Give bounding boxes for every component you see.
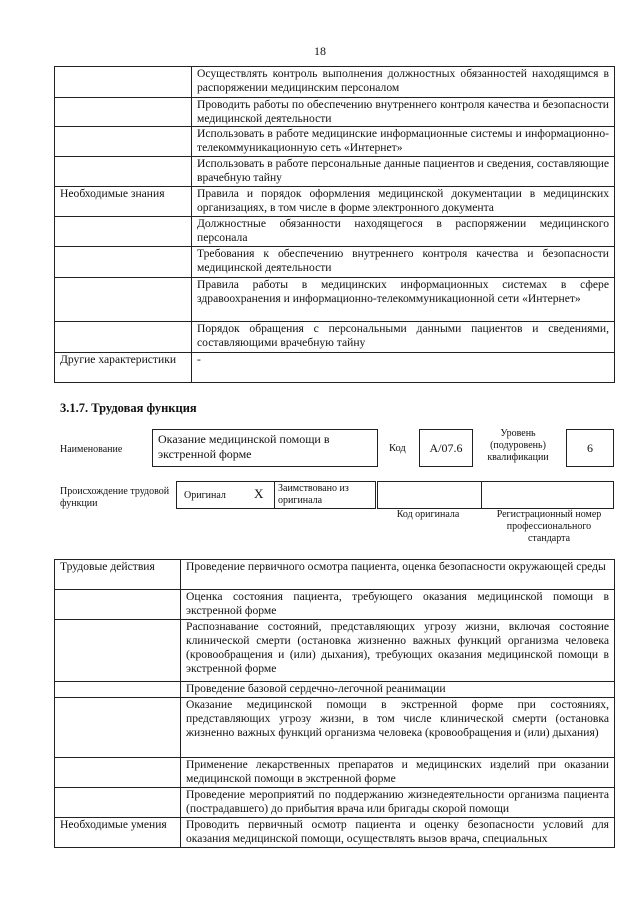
row-label: Трудовые действия	[55, 560, 181, 590]
row-text: Использовать в работе медицинские информационные системы и информационно-телекоммуникационную сеть «Интернет»	[192, 127, 615, 157]
table-row	[55, 590, 615, 620]
function-name-box: Оказание медицинской помощи в экстренной форме	[152, 429, 378, 467]
row-label: Другие характеристики	[55, 353, 192, 383]
row-text: Оказание медицинской помощи в экстренной форме при состояниях, представляющих угрозу жизни, в том числе клинической смерти (остановка жизненно важных функций организма человека (кровообращения и (или) дыхания)	[181, 698, 615, 758]
origin-code-frame	[377, 481, 614, 509]
level-value-box: 6	[566, 429, 614, 467]
table-row	[55, 67, 615, 98]
row-text: Распознавание состояний, представляющих угрозу жизни, включая состояние клинической смерти (остановка жизненно важных функций организма человека (кровообращения и (или) дыхания), требующих оказания медицинской помощи в экстренной форме	[181, 620, 615, 682]
table-row	[55, 187, 615, 217]
table-row	[55, 157, 615, 187]
row-text: Использовать в работе персональные данные пациентов и сведения, составляющие врачебную тайну	[192, 157, 615, 187]
row-text: Применение лекарственных препаратов и медицинских изделий при оказании медицинской помощи в экстренной форме	[181, 758, 615, 788]
table-row	[55, 698, 615, 758]
table-row	[55, 247, 615, 278]
name-label: Наименование	[60, 444, 123, 455]
labor-actions-table	[54, 559, 615, 848]
row-text: Оценка состояния пациента, требующего оказания медицинской помощи в экстренной форме	[181, 590, 615, 620]
row-text: Проведение первичного осмотра пациента, оценка безопасности окружающей среды	[181, 560, 615, 590]
table-row	[55, 217, 615, 247]
row-label	[55, 217, 192, 247]
table-row	[55, 682, 615, 698]
row-label	[55, 67, 192, 98]
row-label	[55, 98, 192, 127]
row-text: -	[192, 353, 615, 383]
table-row	[55, 98, 615, 127]
row-label	[55, 698, 181, 758]
code-value-box: А/07.6	[419, 429, 473, 467]
row-text: Осуществлять контроль выполнения должностных обязанностей находящимся в распоряжении медицинским персоналом	[192, 67, 615, 98]
page-number: 18	[314, 44, 326, 58]
row-label	[55, 590, 181, 620]
row-label	[55, 157, 192, 187]
row-label	[55, 758, 181, 788]
row-label: Необходимые знания	[55, 187, 192, 217]
original-label: Оригинал	[184, 490, 226, 501]
skills-knowledge-table	[54, 66, 615, 383]
row-label	[55, 278, 192, 322]
original-mark: X	[254, 486, 264, 501]
reg-caption: Регистрационный номер профессионального стандарта	[496, 509, 602, 544]
origin-label: Происхождение трудовой функции	[60, 486, 170, 509]
code-label: Код	[389, 443, 406, 454]
row-text: Правила и порядок оформления медицинской документации в медицинских организациях, в том числе в форме электронного документа	[192, 187, 615, 217]
borrowed-label: Заимствовано из оригинала	[278, 483, 349, 506]
level-label: Уровень (подуровень) квалификации	[487, 428, 549, 463]
row-label	[55, 682, 181, 698]
origin-code-divider	[481, 481, 482, 509]
row-text: Правила работы в медицинских информационных системах в сфере здравоохранения и информационно-телекоммуникационной сети «Интернет»	[192, 278, 615, 322]
table-row	[55, 278, 615, 322]
row-text: Проводить первичный осмотр пациента и оценку безопасности условий для оказания медицинской помощи, осуществлять вызов врача, специальных	[181, 818, 615, 848]
row-text: Порядок обращения с персональными данными пациентов и сведениями, составляющими врачебную тайну	[192, 322, 615, 353]
origin-divider	[274, 481, 275, 509]
table-row	[55, 620, 615, 682]
row-label	[55, 127, 192, 157]
table-row	[55, 788, 615, 818]
row-text: Требования к обеспечению внутреннего контроля качества и безопасности медицинской деятельности	[192, 247, 615, 278]
row-label	[55, 322, 192, 353]
table-row	[55, 818, 615, 848]
table-row	[55, 560, 615, 590]
row-text: Проводить работы по обеспечению внутреннего контроля качества и безопасности медицинской деятельности	[192, 98, 615, 127]
row-label	[55, 620, 181, 682]
table-row	[55, 127, 615, 157]
table-row	[55, 353, 615, 383]
table-row	[55, 758, 615, 788]
section-title: 3.1.7. Трудовая функция	[60, 401, 197, 415]
row-text: Проведение базовой сердечно-легочной реанимации	[181, 682, 615, 698]
row-text: Должностные обязанности находящегося в распоряжении медицинского персонала	[192, 217, 615, 247]
code-caption: Код оригинала	[396, 509, 460, 520]
row-text: Проведение мероприятий по поддержанию жизнедеятельности организма пациента (пострадавшего) до прибытия врача или бригады скорой помощи	[181, 788, 615, 818]
row-label: Необходимые умения	[55, 818, 181, 848]
table-row	[55, 322, 615, 353]
row-label	[55, 788, 181, 818]
row-label	[55, 247, 192, 278]
